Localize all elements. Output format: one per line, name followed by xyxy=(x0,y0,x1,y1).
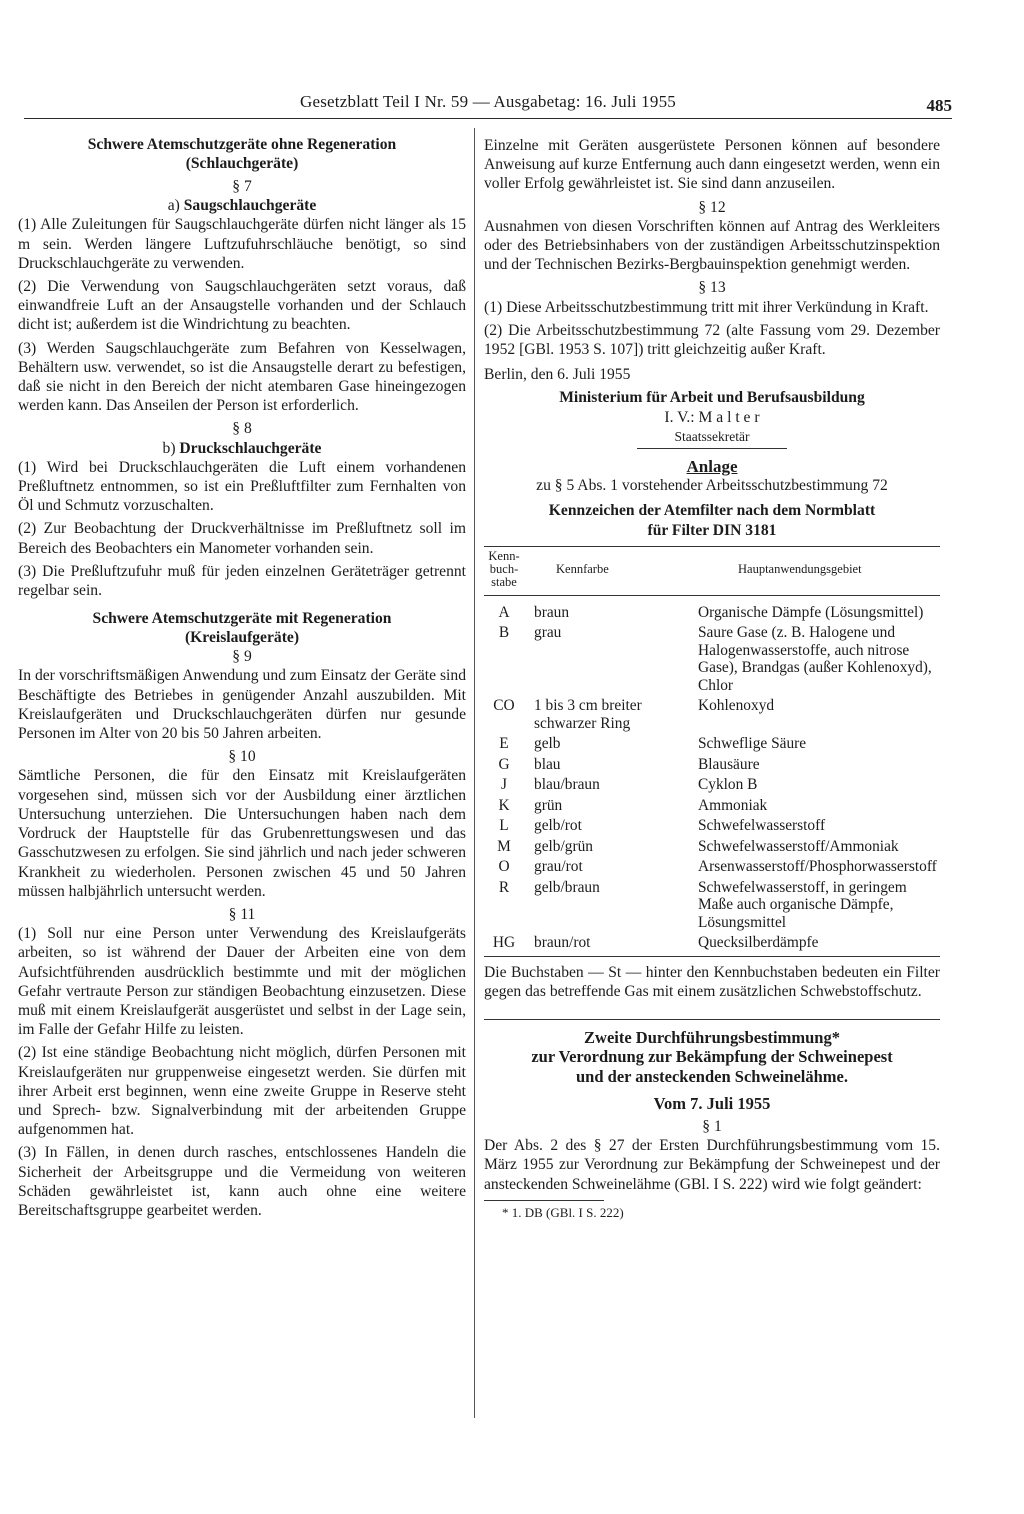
application-area: Blausäure xyxy=(698,755,760,773)
paragraph-number: § 9 xyxy=(232,648,252,666)
table-note: Die Buchstaben — St — hinter den Kennbuchstaben bedeuten ein Filter gegen das betreffende Gas mit einem zusätzlichen Schwebstoffschutz. xyxy=(484,963,940,1001)
application-area: Schwefelwasserstoff xyxy=(698,817,826,835)
header-title: Gesetzblatt Teil I Nr. 59 — Ausgabetag: 16. Juli 1955 xyxy=(300,92,676,111)
subheading-prefix: a) xyxy=(167,197,184,215)
paragraph-number: § 8 xyxy=(232,420,252,438)
filter-color: grau/rot xyxy=(534,858,583,876)
table-row xyxy=(484,775,940,796)
paragraph-number: § 1 xyxy=(702,1118,722,1136)
column-header-line: Kenn- xyxy=(488,548,520,563)
clause: (1) Soll nur eine Person unter Verwendung des Kreislaufgeräts arbeiten, so ist während der Dauer der Arbeiten eine von dem Aufsichtführenden ausdrücklich bestimmte und mit der möglichen Gefahr vertraute Person zur ständigen Beobachtung einzusetzen. Diese muß mit einem Kreislaufgerät ausgerüstet und selbst in der Lage sein, im Falle der Gefahr Hilfe zu leisten. xyxy=(18,925,466,1039)
table-row xyxy=(484,796,940,817)
left-column xyxy=(18,136,466,1224)
table-row xyxy=(484,623,940,696)
table-title: Kennzeichen der Atemfilter nach dem Normblatt xyxy=(548,502,876,520)
signer-name: I. V.: M a l t e r xyxy=(664,408,760,426)
column-header-line: buch- xyxy=(489,561,519,576)
application-area: Saure Gase (z. B. Halogene und Halogenwasserstoffe, auch nitrose Gase), Brandgas (außer Kohlenoxyd), Chlor xyxy=(698,624,932,694)
paragraph-number: § 12 xyxy=(698,198,726,216)
table-row xyxy=(484,595,940,623)
clause: (1) Wird bei Druckschlauchgeräten die Luft einem vorhandenen Preßluftnetz entnommen, so ist ein Preßluftfilter zum Fernhalten von Öl und Schmutz vorzuschalten. xyxy=(18,458,466,515)
clause: (2) Zur Beobachtung der Druckverhältnisse im Preßluftnetz soll im Bereich des Beobachters ein Manometer vorhanden sein. xyxy=(18,520,466,557)
page-number: 485 xyxy=(926,96,952,115)
clause: (3) Werden Saugschlauchgeräte zum Befahren von Kesselwagen, Behältern usw. verwendet, so ist die Ansaugstelle derart zu befestigen, daß sie nicht in den Bereich der nicht atembaren Gase hineingezogen werden kann. Das Anseilen der Person ist erforderlich. xyxy=(18,339,466,415)
signature-rule xyxy=(637,448,787,449)
footnote: * 1. DB (GBl. I S. 222) xyxy=(502,1204,624,1220)
clause: (2) Ist eine ständige Beobachtung nicht möglich, dürfen Personen mit Kreislaufgeräten nur gruppenweise eingesetzt werden. Sie dürfen mit ihrer Arbeit erst beginnen, wenn eine zweite Gruppe in Reserve steht und Sprech- bzw. Signalverbindung mit der arbeitenden Gruppe aufgenommen hat. xyxy=(18,1044,466,1139)
table-row xyxy=(484,857,940,878)
table-row xyxy=(484,816,940,837)
subheading xyxy=(18,196,466,215)
table-row xyxy=(484,696,940,734)
paragraph-number: § 11 xyxy=(228,905,256,923)
filter-letter: M xyxy=(497,837,511,855)
column-header: Kennfarbe xyxy=(524,546,698,595)
subheading-title: Saugschlauchgeräte xyxy=(183,197,317,215)
filter-letter: CO xyxy=(493,697,515,715)
clause: (1) Diese Arbeitsschutzbestimmung tritt mit ihrer Verkündung in Kraft. xyxy=(484,298,929,316)
application-area: Schweflige Säure xyxy=(698,735,807,753)
filter-table xyxy=(484,546,940,957)
filter-color: braun/rot xyxy=(524,933,698,956)
filter-color: gelb/braun xyxy=(534,878,600,896)
section-heading: Schwere Atemschutzgeräte ohne Regeneration xyxy=(87,136,397,153)
filter-letter: J xyxy=(501,776,507,794)
filter-letter: K xyxy=(498,796,510,814)
filter-letter: L xyxy=(499,817,509,835)
section-heading: Schwere Atemschutzgeräte mit Regeneration xyxy=(92,610,392,628)
application-area: Cyklon B xyxy=(698,776,758,794)
signer-title: Staatssekretär xyxy=(674,428,750,444)
application-area: Schwefelwasserstoff, in geringem Maße auch organische Dämpfe, Lösungsmittel xyxy=(698,878,907,931)
clause: Ausnahmen von diesen Vorschriften können auf Antrag des Werkleiters oder des Betriebsinhabers von der zuständigen Arbeitsschutzinspektion und der Technischen Bezirks-Bergbauinspektion genehmigt werden. xyxy=(484,217,940,274)
filter-letter: O xyxy=(498,858,510,876)
filter-color: gelb/grün xyxy=(534,837,593,855)
table-header-row xyxy=(484,546,940,595)
subheading-prefix: b) xyxy=(162,439,180,457)
ministry-name: Ministerium für Arbeit und Berufsausbildung xyxy=(559,389,865,407)
column-header: Hauptanwendungsgebiet xyxy=(698,546,940,595)
paragraph-number: § 7 xyxy=(232,178,252,195)
column-header-line: stabe xyxy=(491,574,517,589)
section-heading-sub: (Schlauchgeräte) xyxy=(185,154,299,172)
clause: (3) Die Preßluftzufuhr muß für jeden einzelnen Geräteträger getrennt regelbar sein. xyxy=(18,562,466,600)
section-rule xyxy=(484,1019,940,1020)
filter-letter: E xyxy=(499,735,509,753)
table-row xyxy=(484,878,940,934)
ordinance-date: Vom 7. Juli 1955 xyxy=(653,1093,771,1113)
annex-title: Anlage xyxy=(686,457,738,477)
footnote-rule xyxy=(484,1200,604,1201)
annex-reference: zu § 5 Abs. 1 vorstehender Arbeitsschutzbestimmung 72 xyxy=(536,477,888,495)
application-area: Organische Dämpfe (Lösungsmittel) xyxy=(698,603,924,621)
ordinance-title: Zweite Durchführungsbestimmung* xyxy=(584,1028,840,1048)
filter-letter: A xyxy=(498,603,510,621)
clause: (2) Die Arbeitsschutzbestimmung 72 (alte Fassung vom 29. Dezember 1952 [GBl. 1953 S. 107]) tritt gleichzeitig außer Kraft. xyxy=(484,321,940,359)
clause: (1) Alle Zuleitungen für Saugschlauchgeräte dürfen nicht länger als 15 m sein. Werden längere Luftzufuhrschläuche benötigt, so sind Druckschlauchgeräte zu verwenden. xyxy=(18,216,466,272)
clause: In der vorschriftsmäßigen Anwendung und zum Einsatz der Geräte sind Beschäftigte des Betriebes in genügender Anzahl auszubilden. Mit Kreislaufgeräten und Druckschlauchgeräten dürfen nur gesunde Personen im Alter von 20 bis 50 Jahren arbeiten. xyxy=(18,667,466,743)
filter-letter: R xyxy=(498,878,510,896)
ordinance-title: zur Verordnung zur Bekämpfung der Schweinepest xyxy=(531,1047,893,1067)
filter-color: braun xyxy=(534,603,570,621)
paragraph-number: § 13 xyxy=(698,279,726,297)
ordinance-title: und der ansteckenden Schweinelähme. xyxy=(576,1066,848,1086)
application-area: Kohlenoxyd xyxy=(698,697,775,715)
filter-color: blau/braun xyxy=(534,776,600,794)
column-header xyxy=(484,546,524,595)
table-title-sub: für Filter DIN 3181 xyxy=(647,521,777,539)
filter-letter: B xyxy=(498,624,510,642)
table-row xyxy=(484,755,940,776)
clause: Einzelne mit Geräten ausgerüstete Personen können auf besondere Anweisung auf kurze Entfernung auch dann eingesetzt werden, wenn ein voller Erfolg gewährleistet ist. Sie sind dann anzuseilen. xyxy=(484,137,940,193)
filter-color: gelb/rot xyxy=(534,817,582,835)
clause: Der Abs. 2 des § 27 der Ersten Durchführungsbestimmung vom 15. März 1955 zur Verordnung zur Bekämpfung der Schweinepest und der ansteckenden Schweinelähme (GBl. I S. 222) wird wie folgt geändert: xyxy=(484,1137,940,1193)
table-row xyxy=(484,734,940,755)
right-column xyxy=(484,136,940,1222)
filter-letter: G xyxy=(498,755,510,773)
section-heading-sub: (Kreislaufgeräte) xyxy=(184,628,300,646)
subheading-title: Druckschlauchgeräte xyxy=(179,439,322,457)
filter-letter: HG xyxy=(484,933,524,956)
table-row xyxy=(484,837,940,858)
filter-color: grün xyxy=(534,796,563,814)
application-area: Quecksilberdämpfe xyxy=(698,933,940,956)
paragraph-number: § 10 xyxy=(228,748,256,766)
application-area: Arsenwasserstoff/Phosphorwasserstoff xyxy=(698,858,937,876)
application-area: Schwefelwasserstoff/Ammoniak xyxy=(698,837,899,855)
filter-color: grau xyxy=(534,624,562,642)
filter-color: 1 bis 3 cm breiter schwarzer Ring xyxy=(534,697,642,732)
page-header xyxy=(24,92,952,119)
subheading xyxy=(18,439,466,458)
place-date: Berlin, den 6. Juli 1955 xyxy=(484,366,631,384)
table-row xyxy=(484,933,940,956)
clause: (2) Die Verwendung von Saugschlauchgeräten setzt voraus, daß einwandfreie Luft an der Ansaugstelle vorhanden und der Schlauch dicht ist; außerdem ist die Windrichtung zu beachten. xyxy=(18,278,466,334)
application-area: Ammoniak xyxy=(698,796,768,814)
clause: (3) In Fällen, in denen durch rasches, entschlossenes Handeln die Sicherheit der Arbeitsgruppe und die Vermeidung von weiteren Schäden gewährleistet ist, kann auch ohne eine weitere Bereitschaftsgruppe gearbeitet werden. xyxy=(18,1144,466,1219)
filter-color: blau xyxy=(534,755,561,773)
clause: Sämtliche Personen, die für den Einsatz mit Kreislaufgeräten vorgesehen sind, müssen sich vor der Ausbildung einer ärztlichen Untersuchung unterziehen. Die Untersuchungen haben nach dem Vordruck der Hauptstelle für das Grubenrettungswesen und das Gasschutzwesen zu erfolgen. Sie sind jährlich und nach jeder schweren Krankheit zu wiederholen. Personen zwischen 45 und 50 Jahren müssen halbjährlich untersucht werden. xyxy=(18,767,466,900)
filter-color: gelb xyxy=(534,735,561,753)
column-divider xyxy=(474,128,475,1418)
